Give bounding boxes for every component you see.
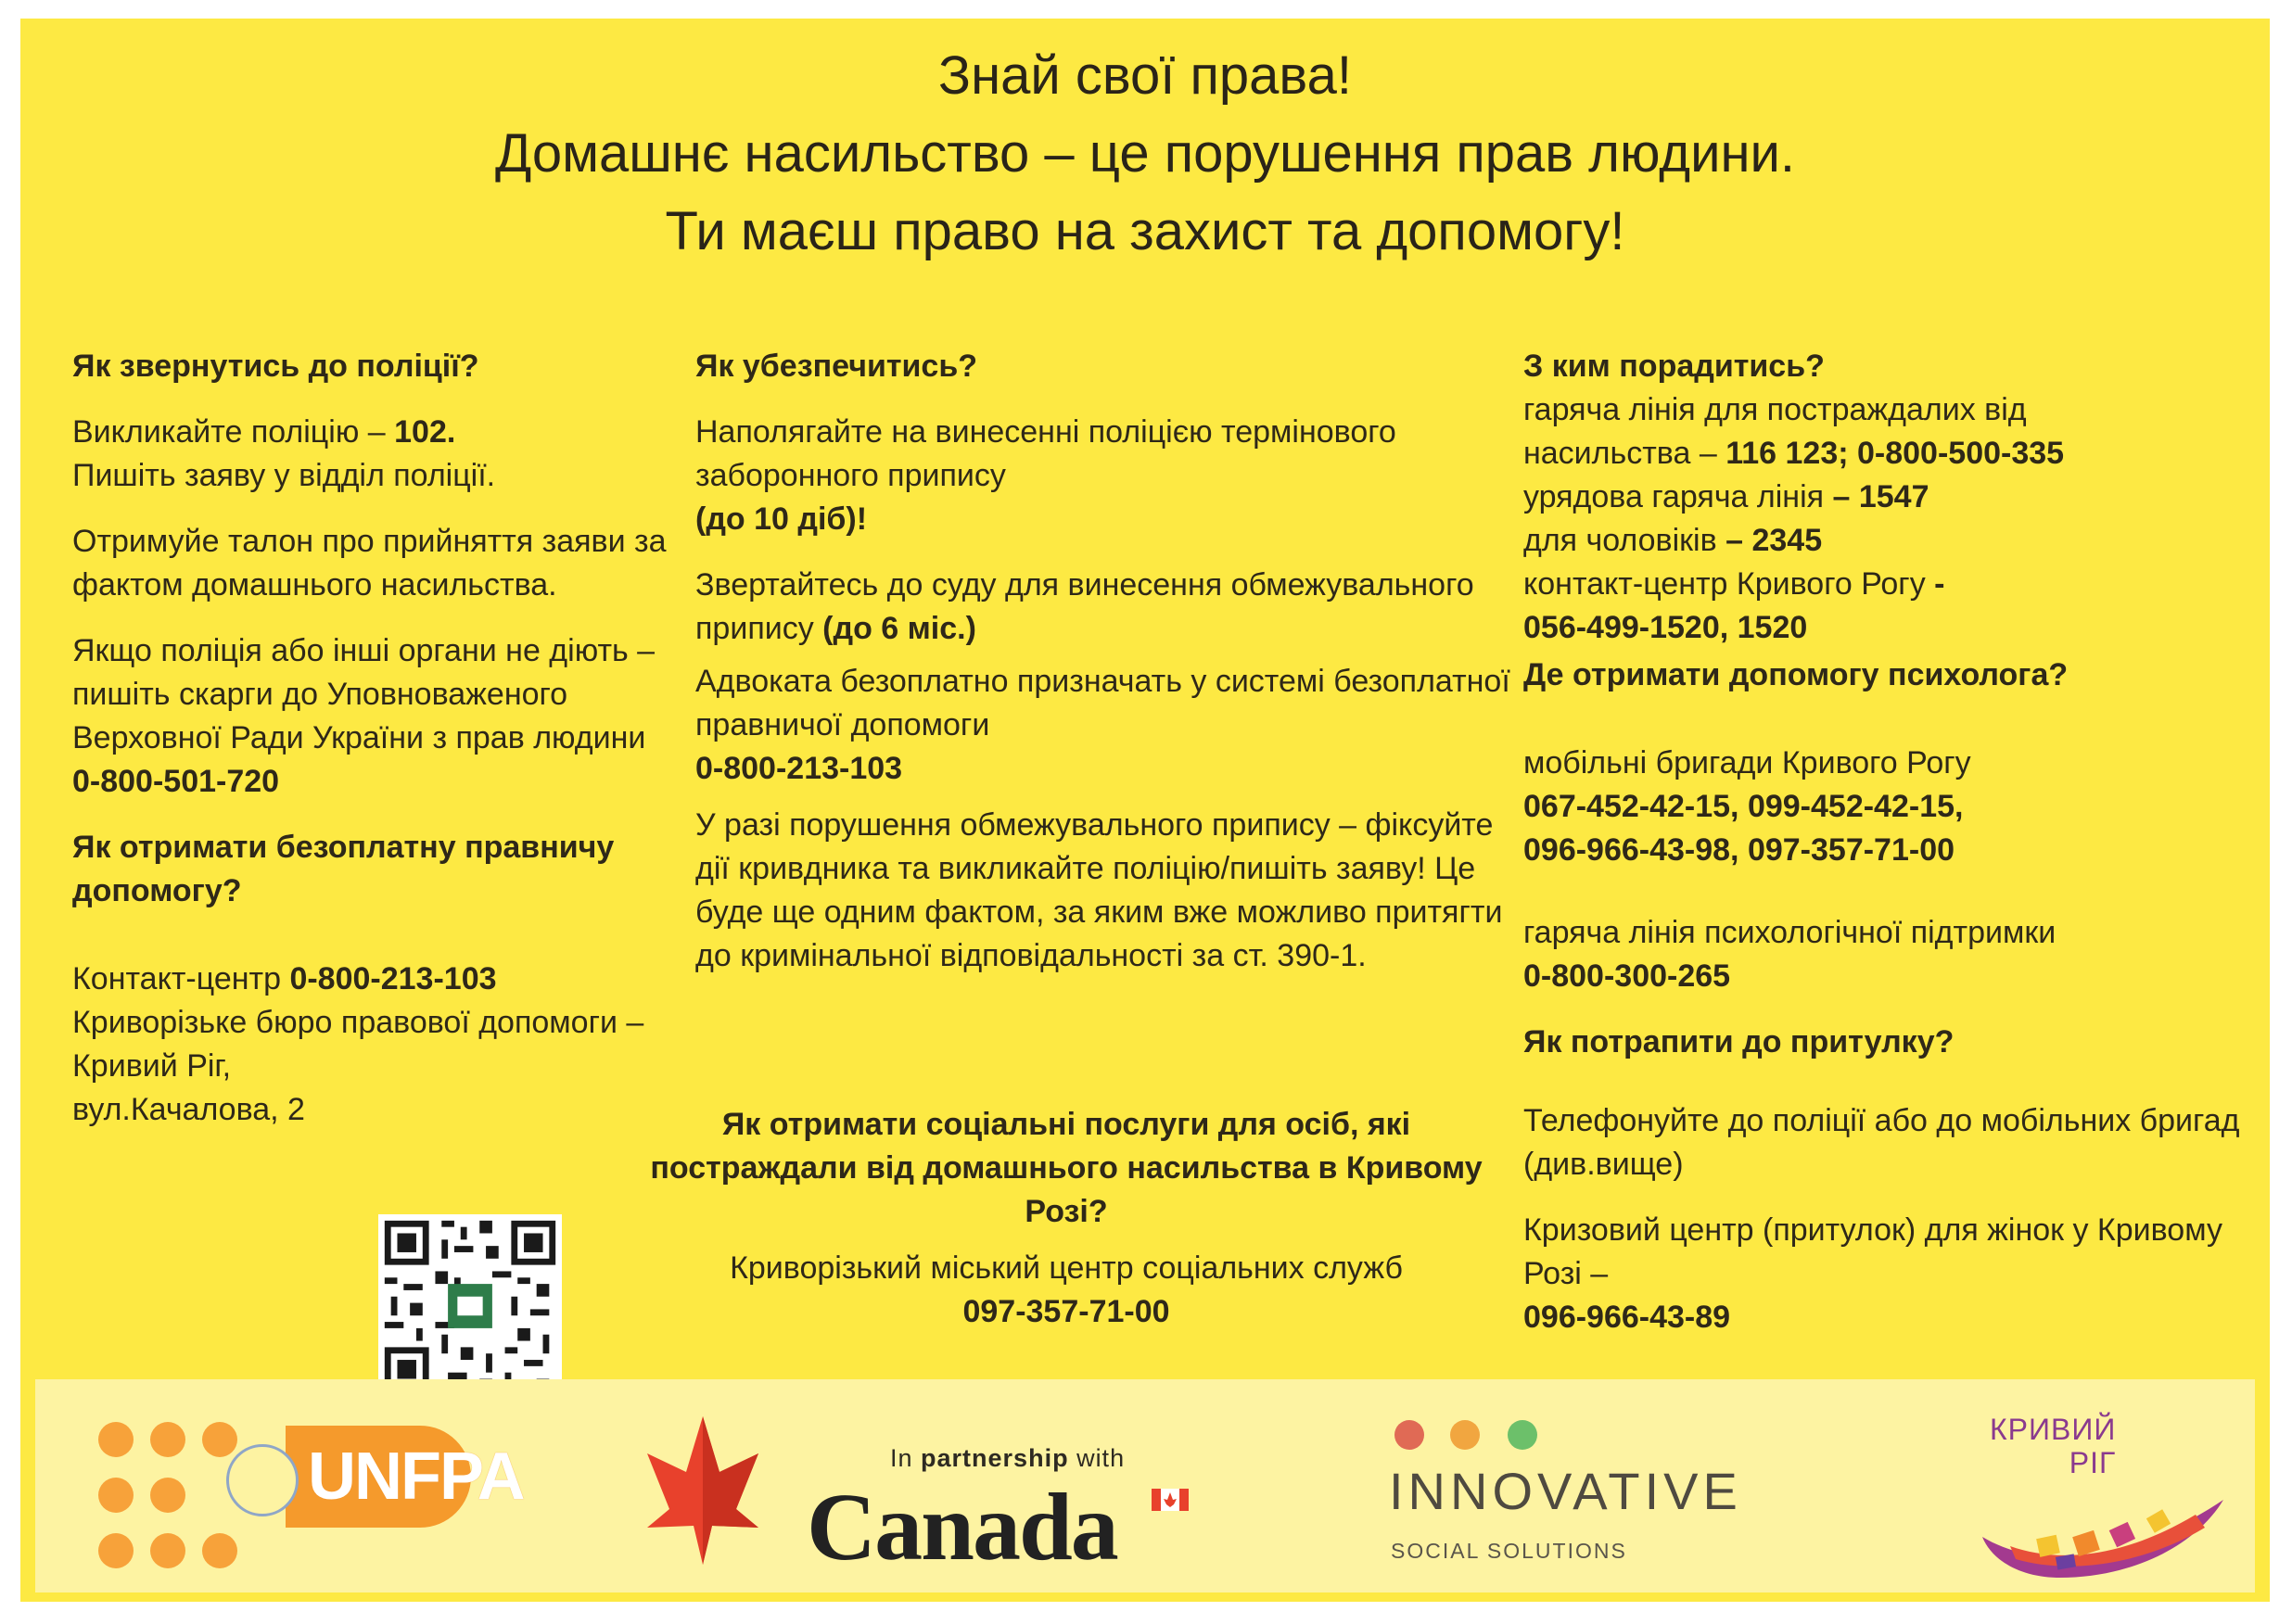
- police-text-2: Пишіть заяву у відділ поліції.: [72, 458, 496, 493]
- city-contact-dash: -: [1934, 566, 1945, 602]
- city-contact-phones: 056-499-1520, 1520: [1523, 610, 1808, 645]
- qr-code[interactable]: [378, 1214, 562, 1398]
- restraining-order-text: Наполягайте на винесенні поліцією термінового заборонного припису: [695, 414, 1396, 493]
- kryvyi-rih-wordmark: [1990, 1413, 2116, 1479]
- safety-paragraph-2: [695, 564, 1511, 651]
- flyer: [20, 19, 2270, 1602]
- partnership-word: partnership: [921, 1444, 1069, 1472]
- lawyer-phone: 0-800-213-103: [695, 751, 903, 786]
- crisis-center-phone: 096-966-43-89: [1523, 1300, 1731, 1335]
- unfpa-wordmark: UNFPA: [308, 1440, 524, 1514]
- court-order-term: (до 6 міс.): [822, 611, 976, 646]
- rih-word: РІГ: [2069, 1446, 2117, 1479]
- column-left: [72, 345, 703, 1132]
- legal-bureau-address: вул.Качалова, 2: [72, 1092, 305, 1127]
- social-services-heading: Як отримати соціальні послуги для осіб, які постраждали від домашнього насильства в Кривому Розі?: [650, 1107, 1483, 1229]
- contact-center-label: Контакт-центр: [72, 961, 290, 996]
- psych-hotline-phone: 0-800-300-265: [1523, 958, 1731, 994]
- legal-bureau-text: Криворізьке бюро правової допомоги – Кривий Ріг,: [72, 1005, 644, 1084]
- psychologist-paragraph: [1523, 742, 2265, 872]
- men-hotline-phone: – 2345: [1725, 523, 1823, 558]
- social-services-text: Криворізький міський центр соціальних служб: [730, 1250, 1403, 1286]
- advice-paragraph: [1523, 388, 2265, 650]
- kryvyi-word: КРИВИЙ: [1990, 1413, 2117, 1446]
- hotline-label: гаряча лінія для постраждалих від: [1523, 392, 2027, 427]
- title-line-1: Знай свої права!: [938, 45, 1352, 106]
- police-paragraph-2: Отримуйе талон про прийняття заяви за фактом домашнього насильства.: [72, 524, 667, 603]
- police-number: 102.: [394, 414, 456, 450]
- column-middle: [695, 345, 1511, 978]
- mobile-teams-phones-1: 067-452-42-15, 099-452-42-15,: [1523, 789, 1964, 824]
- court-order-text: Звертайтесь до суду для винесення обмежувального припису: [695, 567, 1474, 646]
- police-paragraph-3: [72, 629, 703, 804]
- restraining-order-term: (до 10 діб)!: [695, 501, 868, 537]
- legal-aid-heading: Як отримати безоплатну правничу допомогу?: [72, 830, 615, 908]
- innovative-subtitle: SOCIAL SOLUTIONS: [1391, 1539, 1627, 1563]
- gov-hotline-label: урядова гаряча лінія: [1523, 479, 1833, 514]
- un-emblem-icon: [226, 1444, 299, 1516]
- ombudsman-phone: 0-800-501-720: [72, 764, 280, 799]
- canada-flag-icon: [1152, 1489, 1189, 1511]
- lawyer-text: Адвоката безоплатно призначать у системі безоплатної правничої допомоги: [695, 664, 1510, 742]
- partnership-in: In: [890, 1444, 922, 1472]
- partner-logos-footer: [35, 1379, 2255, 1592]
- innovative-wordmark: INNOVATIVE: [1389, 1462, 1742, 1520]
- contact-center-phone: 0-800-213-103: [289, 961, 497, 996]
- safety-paragraph-4: У разі порушення обмежувального припису – фіксуйте дії кривдника та викликайте поліцію/пишіть заяву! Це буде ще одним фактом, за яким вже можливо притягти до кримінальної відповідальності за ст. 390-1.: [695, 807, 1503, 973]
- maple-leaf-icon: [647, 1416, 758, 1565]
- innovative-dots-icon: [1391, 1416, 1576, 1453]
- gov-hotline-phone: – 1547: [1832, 479, 1929, 514]
- crisis-center-text: Кризовий центр (притулок) для жінок у Кривому Розі –: [1523, 1212, 2222, 1291]
- police-text: Викликайте поліцію –: [72, 414, 395, 450]
- safety-paragraph-3: [695, 660, 1511, 791]
- canada-wordmark: Canada: [807, 1474, 1117, 1580]
- legal-aid-paragraph: [72, 958, 703, 1132]
- psychologist-heading: Де отримати допомогу психолога?: [1523, 657, 2069, 692]
- unfpa-logo: [35, 1379, 524, 1592]
- psych-hotline-paragraph: [1523, 911, 2265, 998]
- shelter-paragraph-1: Телефонуйте до поліції або до мобільних бригад (див.вище): [1523, 1103, 2240, 1182]
- safety-paragraph-1: [695, 411, 1511, 541]
- ombudsman-text: Якщо поліція або інші органи не діють – пишіть скарги до Уповноваженого Верховної Ради України з прав людини: [72, 633, 656, 755]
- police-heading: Як звернутись до поліції?: [72, 349, 479, 384]
- social-services-block: [640, 1103, 1493, 1334]
- city-contact-label: контакт-центр Кривого Рогу: [1523, 566, 1935, 602]
- police-paragraph-1: [72, 411, 703, 498]
- flyer-title: [20, 37, 2270, 271]
- mobile-teams-phones-2: 096-966-43-98, 097-357-71-00: [1523, 832, 1955, 868]
- men-hotline-label: для чоловіків: [1523, 523, 1726, 558]
- social-services-phone: 097-357-71-00: [962, 1294, 1170, 1329]
- title-line-3: Ти маєш право на захист та допомогу!: [665, 201, 1625, 261]
- partnership-with: with: [1068, 1444, 1126, 1472]
- hotline-phones: 116 123; 0-800-500-335: [1725, 436, 2065, 471]
- kryvyi-rih-logo-icon: [1973, 1481, 2233, 1583]
- partnership-text: [890, 1444, 1125, 1473]
- title-line-2: Домашнє насильство – це порушення прав людини.: [494, 123, 1796, 184]
- shelter-heading: Як потрапити до притулку?: [1523, 1024, 1955, 1059]
- hotline-label-2: насильства –: [1523, 436, 1726, 471]
- mobile-teams-label: мобільні бригади Кривого Рогу: [1523, 745, 1971, 780]
- safety-heading: Як убезпечитись?: [695, 349, 977, 384]
- column-right: [1523, 345, 2265, 1339]
- advice-heading: З ким порадитись?: [1523, 349, 1825, 384]
- shelter-paragraph-2: [1523, 1209, 2265, 1339]
- psych-hotline-label: гаряча лінія психологічної підтримки: [1523, 915, 2056, 950]
